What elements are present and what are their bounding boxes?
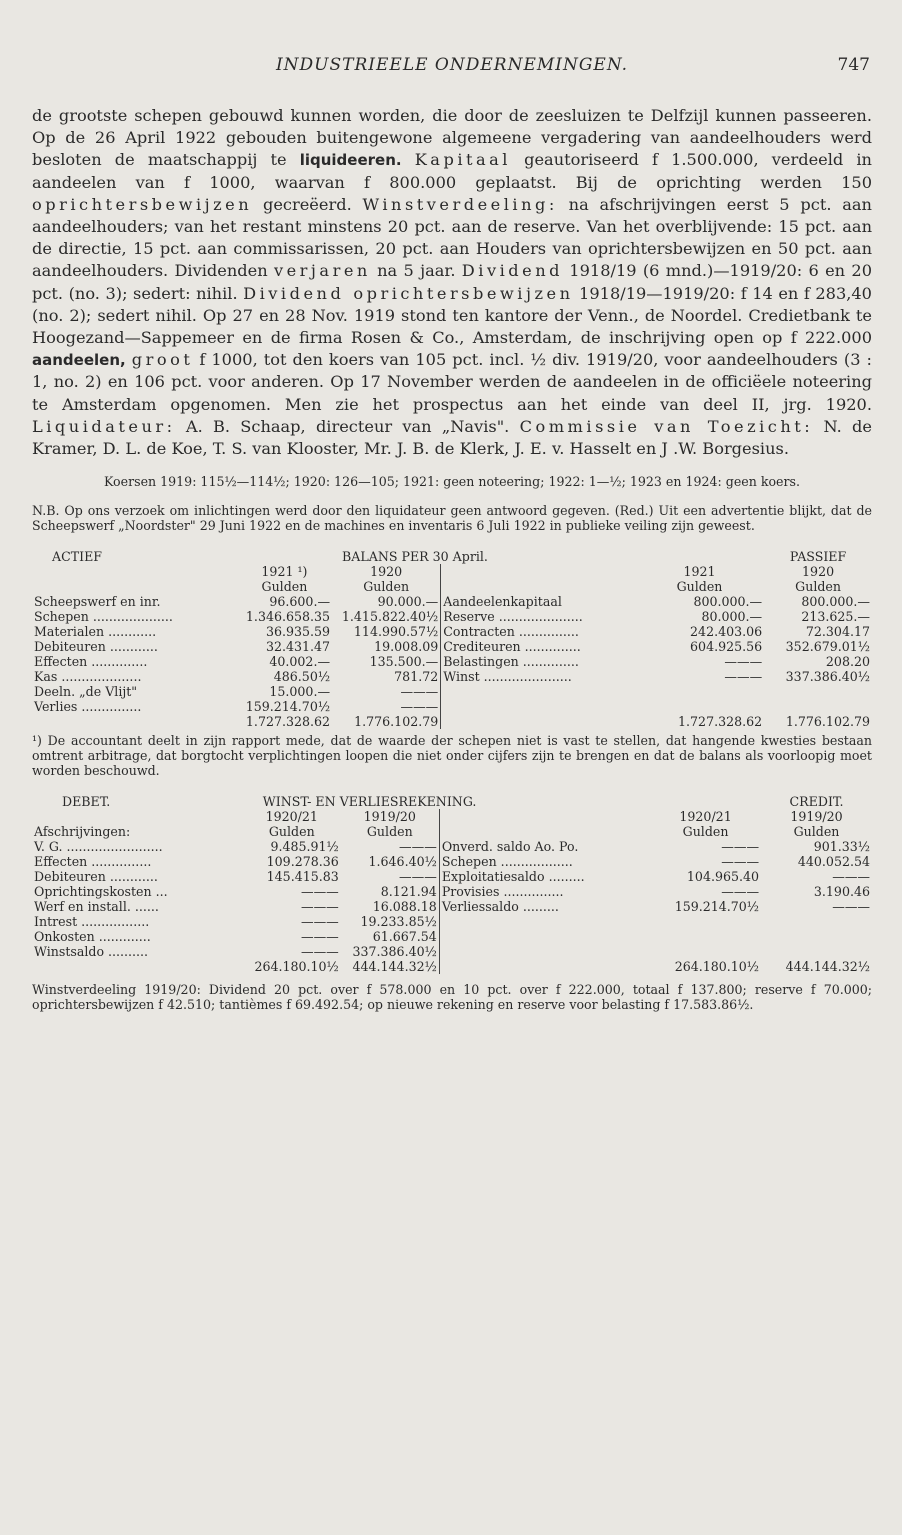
actief-value: ——— <box>400 684 439 700</box>
unit: Gulden <box>261 579 308 595</box>
debet-value: 19.233.85½ <box>360 914 437 930</box>
total: 1.727.328.62 <box>245 714 331 730</box>
table-row <box>32 609 872 624</box>
text-s9: A. B. Schaap, directeur van „Navis". <box>175 416 520 436</box>
actief-value: 36.935.59 <box>265 624 331 640</box>
debet-label: Werf en install. ...... <box>34 899 159 915</box>
debet-value: ——— <box>399 839 437 855</box>
table-row <box>32 929 872 944</box>
actief-label: Deeln. „de Vlijt" <box>34 684 138 700</box>
verjaren-label: verjaren <box>273 261 371 281</box>
passief-value: 80.000.— <box>701 609 763 625</box>
credit-value: ——— <box>721 839 760 855</box>
passief-value <box>635 699 764 714</box>
year-left-a: 1921 ¹) <box>261 564 308 580</box>
credit-label <box>439 944 650 959</box>
liquidateur-label: Liquidateur: <box>32 416 176 436</box>
actief-value: 90.000.— <box>377 594 439 610</box>
credit-value: ——— <box>832 899 870 915</box>
table-row <box>32 684 872 699</box>
debet-label: Effecten ............... <box>34 854 152 870</box>
header-title: INDUSTRIEELE ONDERNEMINGEN. <box>275 55 629 75</box>
credit-label: Schepen .................. <box>439 854 650 869</box>
unit: Gulden <box>366 824 413 840</box>
credit-label: Verliessaldo ......... <box>439 899 650 914</box>
passief-value <box>764 699 872 714</box>
text-s6: 1918/19 (6 mnd.)—1919/20: 6 en 20 pct. (no. 3); sedert: nihil. <box>32 261 872 303</box>
actief-label: Scheepswerf en inr. <box>34 594 161 610</box>
actief-label: Schepen .................... <box>34 609 173 625</box>
unit: Gulden <box>795 579 841 595</box>
actief-value: 486.50½ <box>273 669 331 685</box>
debet-label: Winstsaldo .......... <box>34 944 149 960</box>
table-row <box>32 639 872 654</box>
year-left-b: 1920 <box>370 564 403 580</box>
running-header <box>32 55 872 85</box>
koersen-line: Koersen 1919: 115½—114½; 1920: 126—105; 1921: geen noteering; 1922: 1—½; 1923 en 1924: geen koers. <box>103 474 800 490</box>
actief-label: ACTIEF <box>52 549 103 565</box>
passief-value: 208.20 <box>825 654 870 670</box>
actief-value: 781.72 <box>394 669 439 685</box>
text-s2: geautoriseerd f 1.500.000, verdeeld in aandeelen van f 1000, waarvan f 800.000 geplaatst. Bij de oprichting werden 150 <box>32 150 872 192</box>
dividend-label: Dividend <box>461 261 564 281</box>
year-right-a: 1921 <box>683 564 716 580</box>
dividend-oprichters-label: Dividend oprichtersbewijzen <box>243 283 574 303</box>
total: 1.727.328.62 <box>678 714 763 730</box>
oprichtersbewijzen-label: oprichtersbewijzen <box>32 194 253 214</box>
debet-value: 337.386.40½ <box>352 944 437 960</box>
debet-value: ——— <box>300 944 339 960</box>
actief-value: ——— <box>400 699 439 715</box>
total: 264.180.10½ <box>254 959 339 975</box>
credit-value <box>650 914 761 929</box>
debet-label: Onkosten ............. <box>34 929 151 945</box>
page-number: 747 <box>837 55 870 75</box>
total: 444.144.32½ <box>352 959 437 975</box>
credit-value <box>761 944 872 959</box>
afschrijvingen-label: Afschrijvingen: <box>34 824 131 840</box>
groot-label: groot <box>131 350 194 370</box>
year: 1920/21 <box>265 809 318 825</box>
credit-value: 104.965.40 <box>686 869 760 885</box>
credit-value: 901.33½ <box>813 839 870 855</box>
debet-value: 16.088.18 <box>372 899 437 915</box>
winst-unit-row <box>32 824 872 839</box>
credit-label: CREDIT. <box>789 794 844 810</box>
unit: Gulden <box>676 579 723 595</box>
table-row <box>32 669 872 684</box>
table-row <box>32 914 872 929</box>
passief-value: 242.403.06 <box>690 624 763 640</box>
debet-label: Oprichtingskosten ... <box>34 884 168 900</box>
credit-label: Provisies ............... <box>439 884 650 899</box>
debet-value: ——— <box>300 914 339 930</box>
year: 1920/21 <box>679 809 732 825</box>
actief-value: 32.431.47 <box>265 639 331 655</box>
debet-value: 9.485.91½ <box>270 839 339 855</box>
credit-value: ——— <box>832 869 870 885</box>
passief-value <box>764 684 872 699</box>
passief-value: 213.625.— <box>801 609 870 625</box>
total: 1.776.102.79 <box>354 714 439 730</box>
passief-value: ——— <box>724 669 763 685</box>
balans-totals-row <box>32 714 872 729</box>
text-s1: de grootste schepen gebouwd kunnen worden, die door de zeesluizen te Delfzijl kunnen passeeren. Op de 26 April 1922 gebouden buitengewone algemeene vergadering van aandeelhouders werd besloten de maatschappij te <box>32 106 872 170</box>
credit-value <box>650 944 761 959</box>
debet-value: ——— <box>300 884 339 900</box>
table-row <box>32 869 872 884</box>
text-s8: f 1000, tot den koers van 105 pct. incl. ½ div. 1919/20, voor aandeelhouders (3 : 1, no. 2) en 106 pct. voor anderen. Op 17 November werden de aandeelen in de officiëele noteering te Amsterdam opgenomen. Men zie het prospectus aan het einde van deel II, jrg. 1920. <box>32 350 872 414</box>
actief-value: 15.000.— <box>269 684 331 700</box>
winst-title: WINST- EN VERLIESREKENING. <box>262 794 477 810</box>
text-s10: N. de Kramer, D. L. de Koe, T. S. van Klooster, Mr. J. B. de Klerk, J. E. v. Hasselt en J .W. Borgesius. <box>32 416 872 459</box>
debet-value: 109.278.36 <box>266 854 339 870</box>
winst-table <box>32 794 872 974</box>
passief-label <box>441 699 635 714</box>
passief-label: Aandeelenkapitaal <box>441 594 635 609</box>
credit-value: 159.214.70½ <box>674 899 760 915</box>
unit: Gulden <box>793 824 840 840</box>
debet-value: ——— <box>300 929 339 945</box>
passief-label: Belastingen .............. <box>441 654 635 669</box>
actief-value: 159.214.70½ <box>245 699 331 715</box>
aandeelen-bold: aandeelen, <box>32 351 126 370</box>
balans-unit-row <box>32 579 872 594</box>
actief-label: Materialen ............ <box>34 624 157 640</box>
page <box>32 55 872 1012</box>
passief-value: 72.304.17 <box>805 624 870 640</box>
company-description <box>32 105 872 460</box>
passief-label: Crediteuren .............. <box>441 639 635 654</box>
credit-value: 3.190.46 <box>813 884 870 900</box>
passief-value: 800.000.— <box>693 594 763 610</box>
year-right-b: 1920 <box>802 564 835 580</box>
table-row <box>32 899 872 914</box>
debet-value: ——— <box>300 899 339 915</box>
balans-table <box>32 549 872 729</box>
credit-value: ——— <box>721 854 760 870</box>
kapitaal-label: Kapitaal <box>414 150 511 170</box>
table-row <box>32 594 872 609</box>
table-row <box>32 944 872 959</box>
actief-value: 135.500.— <box>369 654 439 670</box>
text-s5: na 5 jaar. <box>370 261 462 281</box>
winstverdeeling-label: Winstverdeeling: <box>362 194 558 214</box>
passief-value: ——— <box>724 654 763 670</box>
credit-label <box>439 929 650 944</box>
text-s3: gecreëerd. <box>252 194 363 214</box>
credit-value <box>761 929 872 944</box>
table-row <box>32 699 872 714</box>
commissie-label: Commissie van Toezicht: <box>519 416 814 436</box>
passief-label: Winst ...................... <box>441 669 635 684</box>
passief-value <box>635 684 764 699</box>
actief-value: 96.600.— <box>269 594 331 610</box>
credit-value: 440.052.54 <box>797 854 870 870</box>
table-row <box>32 884 872 899</box>
table-row <box>32 624 872 639</box>
debet-value: 8.121.94 <box>380 884 437 900</box>
liquideeren-bold: liquideeren. <box>299 151 402 170</box>
credit-value <box>761 914 872 929</box>
debet-value: 61.667.54 <box>372 929 437 945</box>
passief-value: 352.679.01½ <box>785 639 870 655</box>
actief-label: Debiteuren ............ <box>34 639 158 655</box>
nb-note: N.B. Op ons verzoek om inlichtingen werd door den liquidateur geen antwoord gegeven. (Red.) Uit een advertentie blijkt, dat de Scheepswerf „Noordster" 29 Juni 1922 en de machines en inventaris 6 Juli 1922 in publieke veiling zijn geweest. <box>32 503 872 534</box>
debet-label: Intrest ................. <box>34 914 150 930</box>
passief-label: Reserve ..................... <box>441 609 635 624</box>
balans-year-row <box>32 564 872 579</box>
year: 1919/20 <box>363 809 416 825</box>
actief-value: 1.346.658.35 <box>245 609 331 625</box>
passief-value: 800.000.— <box>801 594 870 610</box>
unit: Gulden <box>363 579 410 595</box>
passief-value: 604.925.56 <box>690 639 763 655</box>
table-row <box>32 654 872 669</box>
winst-totals-row <box>32 959 872 974</box>
text-s4: na afschrijvingen eerst 5 pct. aan aandeelhouders; van het restant minstens 20 pct. aan de reserve. Van het overblijvende: 15 pct. aan de directie, 15 pct. aan commissarissen, 20 pct. aan Houders van oprichtersbewijzen en 50 pct. aan aandeelhouders. Dividenden <box>32 194 872 281</box>
passief-label: Contracten ............... <box>441 624 635 639</box>
debet-value: 145.415.83 <box>266 869 339 885</box>
winst-year-row <box>32 809 872 824</box>
actief-label: Verlies ............... <box>34 699 142 715</box>
actief-label: Effecten .............. <box>34 654 148 670</box>
unit: Gulden <box>682 824 729 840</box>
credit-value: ——— <box>721 884 760 900</box>
total: 1.776.102.79 <box>785 714 870 730</box>
debet-label: V. G. ........................ <box>34 839 163 855</box>
debet-label: Debiteuren ............ <box>34 869 158 885</box>
balans-title: BALANS PER 30 April. <box>342 549 488 565</box>
debet-value: 1.646.40½ <box>368 854 437 870</box>
credit-label: Exploitatiesaldo ......... <box>439 869 650 884</box>
unit: Gulden <box>268 824 315 840</box>
debet-label: DEBET. <box>62 794 111 810</box>
year: 1919/20 <box>790 809 843 825</box>
table-row <box>32 854 872 869</box>
passief-value: 337.386.40½ <box>785 669 870 685</box>
actief-value: 1.415.822.40½ <box>341 609 439 625</box>
debet-value: ——— <box>399 869 437 885</box>
passief-label: PASSIEF <box>789 549 847 565</box>
credit-label <box>439 914 650 929</box>
winst-title-row <box>32 794 872 809</box>
total: 264.180.10½ <box>674 959 760 975</box>
passief-label <box>441 684 635 699</box>
footnote: ¹) De accountant deelt in zijn rapport mede, dat de waarde der schepen niet is vast te stellen, dat hangende kwesties bestaan omtrent arbitrage, dat borgtocht verplichtingen loopen die niet onder cijfers zijn te brengen en dat de balans als voorloopig moet worden beschouwd. <box>32 733 872 779</box>
actief-label: Kas .................... <box>34 669 142 685</box>
balans-title-row <box>32 549 872 564</box>
credit-value <box>650 929 761 944</box>
text-s7: 1918/19—1919/20: f 14 en f 283,40 (no. 2); sedert nihil. Op 27 en 28 Nov. 1919 stond ten kantore der Venn., de Noordel. Credietbank te Hoogezand—Sappemeer en de firma Rosen & Co., Amsterdam, de inschrijving open op f 222.000 <box>32 283 872 348</box>
actief-value: 114.990.57½ <box>353 624 439 640</box>
table-row <box>32 839 872 854</box>
winstverdeeling-note: Winstverdeeling 1919/20: Dividend 20 pct. over f 578.000 en 10 pct. over f 222.000, totaal f 137.800; reserve f 70.000; oprichtersbewijzen f 42.510; tantièmes f 69.492.54; op nieuwe rekening en reserve voor belasting f 17.583.86½. <box>32 982 872 1013</box>
actief-value: 40.002.— <box>269 654 331 670</box>
total: 444.144.32½ <box>785 959 870 975</box>
actief-value: 19.008.09 <box>374 639 439 655</box>
credit-label: Onverd. saldo Ao. Po. <box>439 839 650 854</box>
